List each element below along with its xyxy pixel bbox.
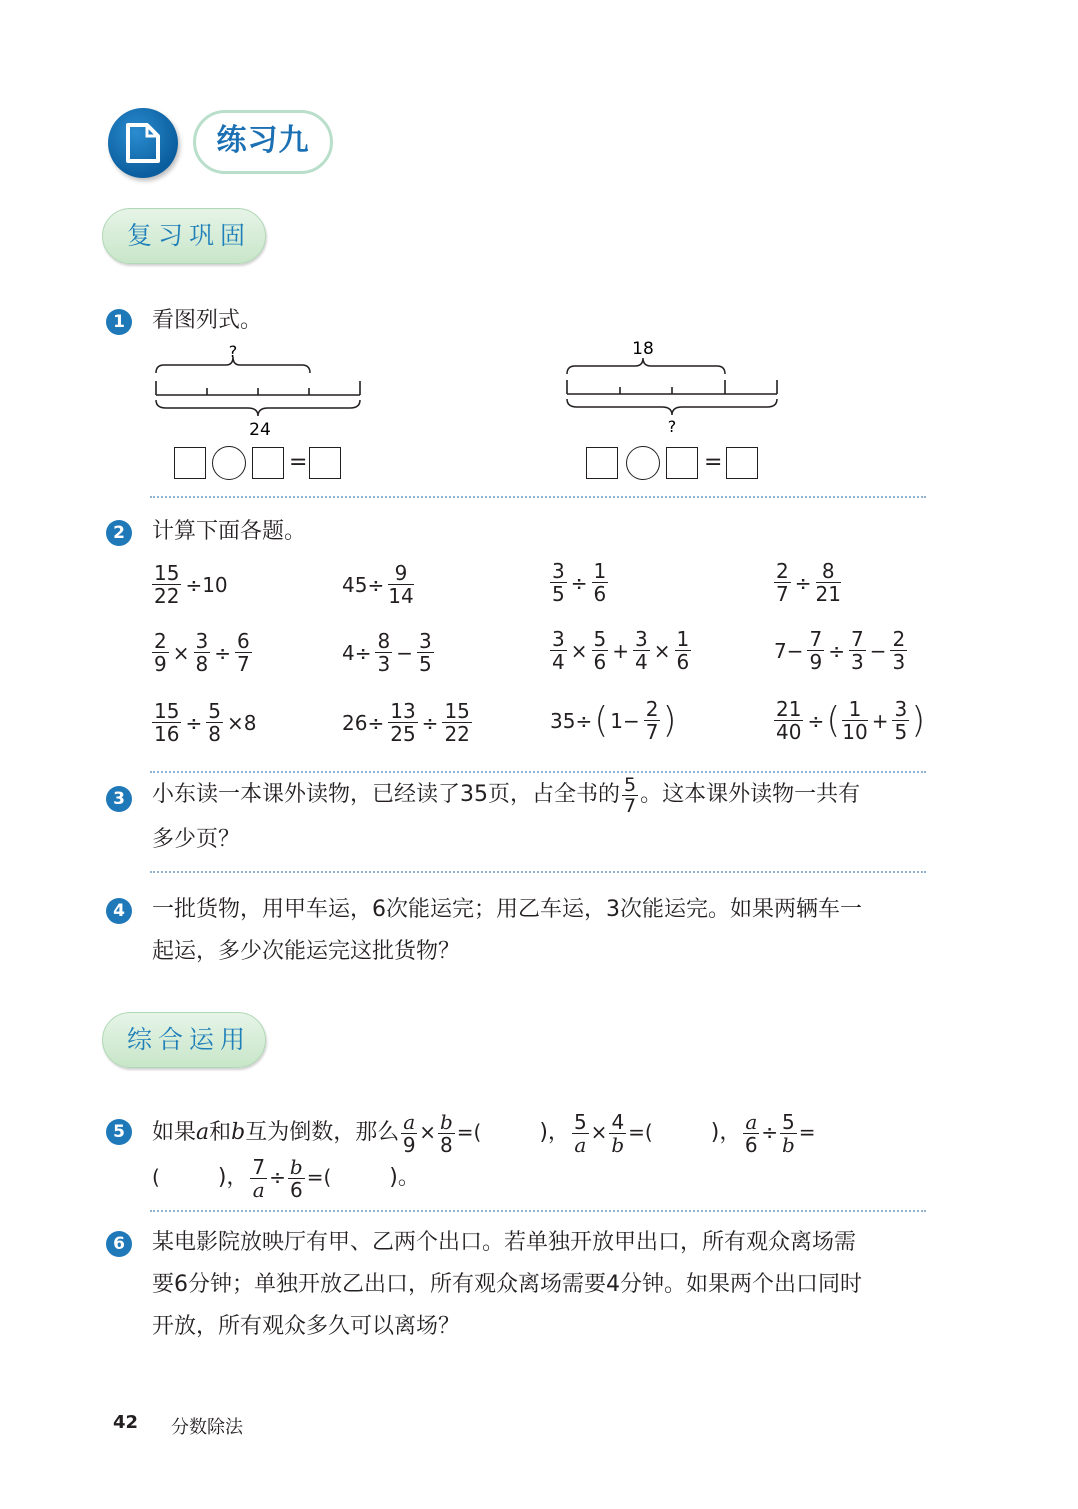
document-icon — [108, 108, 178, 178]
divider — [150, 496, 926, 498]
question-5-line-2: ( )， $\frac{7}{a}$ ÷ $\frac{b}{6}$ =( )。 — [152, 1154, 420, 1202]
expression-r3c4: $\frac{21}{40}$ ÷( $\frac{1}{10}$ + $\frac{3}{5}$ ) — [776, 698, 926, 743]
answer-box[interactable] — [309, 447, 341, 479]
question-number-2: 2 — [106, 520, 132, 546]
expression-r1c4: $\frac{2}{7}$ ÷ $\frac{8}{21}$ — [776, 559, 841, 606]
expression-r3c2: 26÷ $\frac{13}{25}$ ÷ $\frac{15}{22}$ — [342, 699, 470, 746]
question-number-3: 3 — [106, 786, 132, 812]
chapter-name: 分数除法 — [171, 1417, 243, 1438]
expression-r1c3: $\frac{3}{5}$ ÷ $\frac{1}{6}$ — [552, 559, 607, 606]
section-review-label: 复习巩固 — [102, 208, 266, 264]
diagram-left-top-label: ? — [228, 342, 238, 361]
question-3-line-1: 小东读一本课外读物，已经读了35页，占全书的 $\frac{5}{7}$ 。这本课外读物一共有 — [152, 773, 861, 817]
question-2-text: 计算下面各题。 — [152, 519, 307, 544]
divider — [150, 1210, 926, 1212]
question-4-line-1: 一批货物，用甲车运，6次能运完；用乙车运，3次能运完。如果两辆车一 — [152, 897, 862, 922]
question-6-line-3: 开放，所有观众多久可以离场？ — [152, 1314, 461, 1339]
expression-r1c2: 45÷ $\frac{9}{14}$ — [342, 561, 414, 608]
question-5-line-1: 如果a和b互为倒数，那么 $\frac{a}{9}$ × $\frac{b}{8}$ =( )， $\frac{5}{a}$ × $\frac{4}{b}$ =( )， $\frac{a}{6}$ ÷ $\frac{5}{b}$ = — [152, 1109, 816, 1157]
equals-sign: = — [289, 450, 308, 475]
expression-r2c2: 4÷ $\frac{8}{3}$ − $\frac{3}{5}$ — [342, 629, 432, 676]
diagram-right-top-label: 18 — [632, 339, 654, 359]
question-number-4: 4 — [106, 898, 132, 924]
diagram-right-bottom-label: ? — [667, 417, 677, 436]
section-apply-label: 综合运用 — [102, 1012, 266, 1068]
answer-box[interactable] — [666, 447, 698, 479]
question-1-text: 看图列式。 — [152, 308, 263, 333]
divider — [150, 871, 926, 873]
diagram-left-bottom-label: 24 — [249, 420, 271, 440]
expression-r3c1: $\frac{15}{16}$ ÷ $\frac{5}{8}$ ×8 — [154, 699, 257, 746]
page-number: 42 — [113, 1412, 139, 1433]
answer-box[interactable] — [174, 447, 206, 479]
page-title: 练习九 — [216, 123, 310, 158]
answer-box[interactable] — [252, 447, 284, 479]
equals-sign: = — [704, 450, 723, 475]
expression-r3c3: 35÷( 1− $\frac{2}{7}$ ) — [550, 697, 677, 744]
question-number-6: 6 — [106, 1231, 132, 1257]
segment-diagram-right — [560, 336, 785, 436]
operator-circle[interactable] — [212, 446, 246, 480]
question-number-1: 1 — [106, 309, 132, 335]
question-number-5: 5 — [106, 1119, 132, 1145]
expression-r1c1: $\frac{15}{22}$ ÷10 — [154, 561, 228, 608]
answer-box[interactable] — [726, 447, 758, 479]
question-6-line-2: 要6分钟；单独开放乙出口，所有观众离场需要4分钟。如果两个出口同时 — [152, 1272, 862, 1297]
answer-box[interactable] — [586, 447, 618, 479]
expression-r2c4: 7− $\frac{7}{9}$ ÷ $\frac{7}{3}$ − $\frac{2}{3}$ — [774, 627, 906, 674]
question-3-line-2: 多少页？ — [152, 827, 241, 852]
expression-r2c3: $\frac{3}{4}$ × $\frac{5}{6}$ + $\frac{3}{4}$ × $\frac{1}{6}$ — [552, 627, 690, 674]
question-6-line-1: 某电影院放映厅有甲、乙两个出口。若单独开放甲出口，所有观众离场需 — [152, 1230, 857, 1255]
question-4-line-2: 起运，多少次能运完这批货物？ — [152, 939, 461, 964]
segment-diagram-left — [148, 340, 368, 440]
operator-circle[interactable] — [626, 446, 660, 480]
expression-r2c1: $\frac{2}{9}$ × $\frac{3}{8}$ ÷ $\frac{6}{7}$ — [154, 629, 250, 676]
